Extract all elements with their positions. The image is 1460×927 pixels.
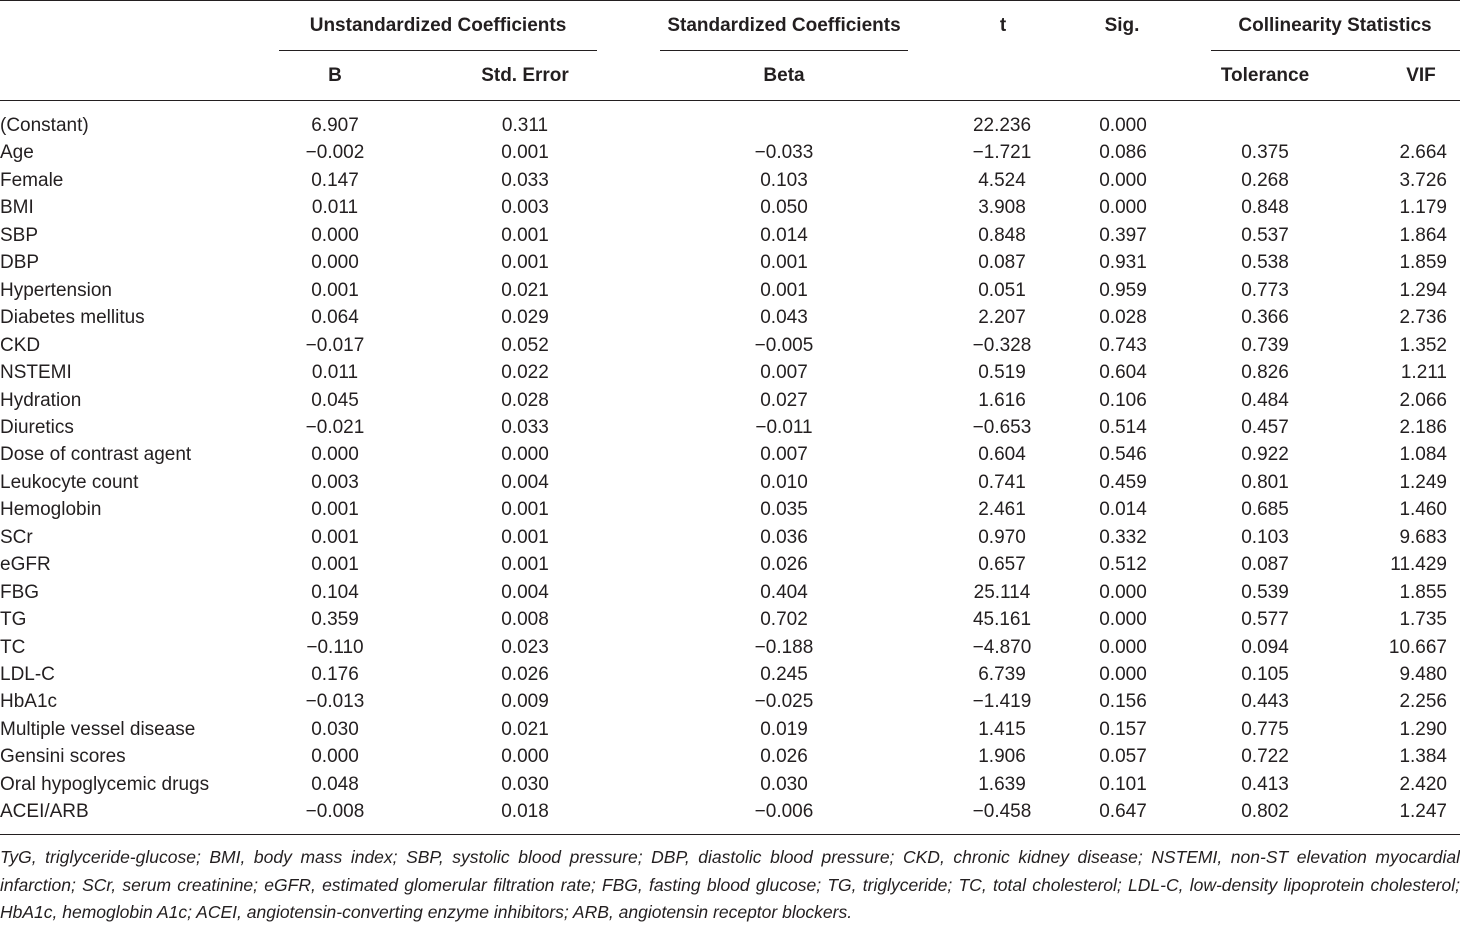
cell-t: 1.616 xyxy=(978,389,1026,411)
cell-b: 0.064 xyxy=(311,307,359,329)
cell-vif: 2.420 xyxy=(1399,773,1447,795)
cell-sig: 0.931 xyxy=(1099,252,1147,274)
cell-b: 0.030 xyxy=(311,718,359,740)
cell-vif: 1.855 xyxy=(1399,581,1447,603)
cell-vif: 1.290 xyxy=(1399,718,1447,740)
cell-t: 0.087 xyxy=(978,252,1026,274)
cell-vif: 1.179 xyxy=(1399,197,1447,219)
cell-tolerance: 0.801 xyxy=(1241,471,1289,493)
cell-std-error: 0.018 xyxy=(501,801,549,823)
cell-vif: 1.247 xyxy=(1399,801,1447,823)
cell-beta: 0.019 xyxy=(760,718,808,740)
cell-sig: 0.157 xyxy=(1099,718,1147,740)
cell-tolerance: 0.722 xyxy=(1241,746,1289,768)
cell-beta: 0.030 xyxy=(760,773,808,795)
row-label: SBP xyxy=(0,224,39,246)
cell-vif: 2.066 xyxy=(1399,389,1447,411)
cell-sig: 0.332 xyxy=(1099,526,1147,548)
cell-b: 0.001 xyxy=(311,499,359,521)
cell-beta: 0.026 xyxy=(760,746,808,768)
cell-std-error: 0.021 xyxy=(501,279,549,301)
cell-tolerance: 0.922 xyxy=(1241,444,1289,466)
row-label: TG xyxy=(0,609,27,631)
row-label: LDL-C xyxy=(0,664,55,685)
header-t: t xyxy=(999,15,1007,36)
cell-sig: 0.086 xyxy=(1099,142,1147,164)
cell-vif: 1.352 xyxy=(1399,334,1447,356)
cell-b: 0.359 xyxy=(311,609,359,631)
cell-b: 0.048 xyxy=(311,773,359,795)
cell-t: 0.604 xyxy=(978,444,1026,466)
cell-b: 0.011 xyxy=(311,362,359,384)
collinearity-group-underline xyxy=(1211,50,1460,51)
cell-b: 6.907 xyxy=(311,115,359,136)
row-label: Gensini scores xyxy=(0,746,126,768)
cell-t: 3.908 xyxy=(978,197,1026,219)
cell-t: −4.870 xyxy=(972,636,1032,658)
cell-std-error: 0.033 xyxy=(501,169,549,191)
cell-std-error: 0.001 xyxy=(501,224,549,246)
cell-beta: 0.702 xyxy=(760,609,808,631)
cell-tolerance: 0.413 xyxy=(1241,773,1289,795)
cell-vif: 2.256 xyxy=(1399,691,1447,713)
cell-b: 0.000 xyxy=(311,224,359,246)
cell-std-error: 0.052 xyxy=(501,334,549,356)
cell-vif: 11.429 xyxy=(1390,554,1447,576)
cell-std-error: 0.001 xyxy=(501,499,549,521)
cell-tolerance: 0.103 xyxy=(1241,526,1289,548)
cell-beta: 0.007 xyxy=(760,362,808,384)
cell-sig: 0.101 xyxy=(1099,773,1147,795)
cell-tolerance: 0.366 xyxy=(1241,307,1289,329)
cell-t: 0.741 xyxy=(978,471,1026,493)
row-label: Female xyxy=(0,169,64,191)
cell-vif: 1.735 xyxy=(1399,609,1447,631)
cell-vif: 1.249 xyxy=(1399,471,1447,493)
cell-b: 0.001 xyxy=(311,554,359,576)
cell-tolerance: 0.826 xyxy=(1241,362,1289,384)
cell-b: 0.045 xyxy=(311,389,359,411)
header-unstandardized-coefficients: Unstandardized Coefficients xyxy=(309,15,567,36)
cell-t: 2.461 xyxy=(978,499,1026,521)
cell-sig: 0.106 xyxy=(1099,389,1147,411)
cell-std-error: 0.030 xyxy=(501,773,549,795)
cell-tolerance: 0.484 xyxy=(1241,389,1289,411)
row-label: (Constant) xyxy=(0,115,89,136)
cell-sig: 0.000 xyxy=(1099,664,1147,685)
cell-tolerance: 0.848 xyxy=(1241,197,1289,219)
cell-std-error: 0.003 xyxy=(501,197,549,219)
cell-sig: 0.000 xyxy=(1099,169,1147,191)
cell-tolerance: 0.268 xyxy=(1241,169,1289,191)
cell-beta: −0.033 xyxy=(754,142,814,164)
cell-t: 6.739 xyxy=(978,664,1026,685)
cell-beta: −0.011 xyxy=(755,416,813,438)
cell-std-error: 0.029 xyxy=(501,307,549,329)
cell-t: 0.657 xyxy=(978,554,1026,576)
row-label: Diuretics xyxy=(0,416,74,438)
cell-b: 0.147 xyxy=(311,169,359,191)
cell-tolerance: 0.105 xyxy=(1241,664,1289,685)
cell-b: 0.176 xyxy=(311,664,359,685)
cell-sig: 0.028 xyxy=(1099,307,1147,329)
cell-t: −0.328 xyxy=(972,334,1032,356)
cell-std-error: 0.004 xyxy=(501,471,549,493)
cell-vif: 1.864 xyxy=(1399,224,1447,246)
unstandardized-group-underline xyxy=(279,50,597,51)
cell-sig: 0.647 xyxy=(1099,801,1147,823)
cell-beta: 0.007 xyxy=(760,444,808,466)
cell-vif: 1.384 xyxy=(1399,746,1447,768)
row-label: ACEI/ARB xyxy=(0,801,89,823)
cell-tolerance: 0.443 xyxy=(1241,691,1289,713)
header-vif: VIF xyxy=(1406,65,1436,86)
header-std-error: Std. Error xyxy=(481,65,569,86)
row-label: DBP xyxy=(0,252,40,274)
cell-std-error: 0.026 xyxy=(501,664,549,685)
row-label: NSTEMI xyxy=(0,362,72,384)
header-bottom-rule xyxy=(0,100,1460,101)
cell-t: −1.419 xyxy=(972,691,1032,713)
cell-beta: 0.001 xyxy=(760,279,808,301)
cell-std-error: 0.033 xyxy=(501,416,549,438)
row-label: FBG xyxy=(0,581,40,603)
cell-beta: −0.005 xyxy=(754,334,814,356)
cell-beta: 0.050 xyxy=(760,197,808,219)
cell-t: −1.721 xyxy=(972,142,1032,164)
cell-std-error: 0.004 xyxy=(501,581,549,603)
header-b: B xyxy=(328,65,342,86)
cell-b: −0.017 xyxy=(305,334,365,356)
table-footnote: TyG, triglyceride-glucose; BMI, body mass index; SBP, systolic blood pressure; DBP, diastolic blood pressure; CKD, chronic kidney disease; NSTEMI, non-ST elevation myocardial infarction; SCr, serum creatinine; eGFR, estimated glomerular filtration rate; FBG, fasting blood glucose; TG, triglyceride; TC, total cholesterol; LDL-C, low-density lipoprotein cholesterol; HbA1c, hemoglobin A1c; ACEI, angiotensin-converting enzyme inhibitors; ARB, angiotensin receptor blockers. xyxy=(0,847,1460,922)
cell-vif: 2.664 xyxy=(1399,142,1447,164)
row-label: Hypertension xyxy=(0,279,112,301)
row-label: Age xyxy=(0,142,34,164)
cell-beta: 0.035 xyxy=(760,499,808,521)
cell-sig: 0.546 xyxy=(1099,444,1147,466)
cell-std-error: 0.001 xyxy=(501,252,549,274)
row-label: eGFR xyxy=(0,554,51,576)
cell-b: 0.000 xyxy=(311,252,359,274)
row-label: HbA1c xyxy=(0,691,58,713)
header-tolerance: Tolerance xyxy=(1220,65,1310,86)
cell-t: 25.114 xyxy=(973,581,1031,603)
row-label: Oral hypoglycemic drugs xyxy=(0,773,210,795)
cell-sig: 0.000 xyxy=(1099,115,1147,136)
table-top-rule xyxy=(0,0,1460,1)
cell-sig: 0.514 xyxy=(1099,416,1147,438)
cell-t: 0.051 xyxy=(978,279,1026,301)
cell-vif: 10.667 xyxy=(1388,636,1447,658)
cell-tolerance: 0.375 xyxy=(1241,142,1289,164)
cell-tolerance: 0.775 xyxy=(1241,718,1289,740)
cell-std-error: 0.021 xyxy=(501,718,549,740)
cell-vif: 2.186 xyxy=(1399,416,1447,438)
cell-t: 1.415 xyxy=(978,718,1026,740)
cell-sig: 0.604 xyxy=(1099,362,1147,384)
row-label: Diabetes mellitus xyxy=(0,307,145,329)
cell-std-error: 0.311 xyxy=(501,115,549,136)
cell-tolerance: 0.577 xyxy=(1241,609,1289,631)
cell-t: 0.848 xyxy=(978,224,1026,246)
cell-vif: 9.480 xyxy=(1399,664,1447,685)
cell-beta: 0.026 xyxy=(760,554,808,576)
cell-vif: 1.084 xyxy=(1399,444,1447,466)
cell-beta: 0.014 xyxy=(760,224,808,246)
row-label: Multiple vessel disease xyxy=(0,718,196,740)
cell-t: −0.458 xyxy=(972,801,1032,823)
header-sig: Sig. xyxy=(1104,15,1140,36)
cell-sig: 0.057 xyxy=(1099,746,1147,768)
cell-std-error: 0.001 xyxy=(501,554,549,576)
header-standardized-coefficients: Standardized Coefficients xyxy=(667,15,901,36)
cell-vif: 1.211 xyxy=(1400,362,1447,384)
cell-beta: 0.245 xyxy=(760,664,808,685)
cell-beta: −0.025 xyxy=(754,691,814,713)
cell-b: 0.104 xyxy=(311,581,359,603)
cell-t: 0.970 xyxy=(978,526,1026,548)
cell-std-error: 0.000 xyxy=(501,746,549,768)
header-collinearity-statistics: Collinearity Statistics xyxy=(1238,15,1432,36)
cell-sig: 0.743 xyxy=(1099,334,1147,356)
cell-std-error: 0.028 xyxy=(501,389,549,411)
cell-beta: 0.103 xyxy=(760,169,808,191)
cell-t: −0.653 xyxy=(972,416,1032,438)
cell-std-error: 0.001 xyxy=(501,142,549,164)
cell-std-error: 0.001 xyxy=(501,526,549,548)
cell-vif: 2.736 xyxy=(1399,307,1447,329)
cell-tolerance: 0.538 xyxy=(1241,252,1289,274)
standardized-group-underline xyxy=(660,50,908,51)
cell-beta: 0.043 xyxy=(760,307,808,329)
cell-b: −0.002 xyxy=(305,142,365,164)
row-label: BMI xyxy=(0,197,34,219)
cell-sig: 0.156 xyxy=(1099,691,1147,713)
cell-tolerance: 0.773 xyxy=(1241,279,1289,301)
cell-tolerance: 0.537 xyxy=(1241,224,1289,246)
row-label: CKD xyxy=(0,334,41,356)
cell-std-error: 0.008 xyxy=(501,609,549,631)
cell-sig: 0.512 xyxy=(1099,554,1147,576)
row-label: TC xyxy=(0,636,26,658)
cell-tolerance: 0.739 xyxy=(1241,334,1289,356)
cell-sig: 0.000 xyxy=(1099,197,1147,219)
cell-b: −0.021 xyxy=(305,416,365,438)
row-label: Leukocyte count xyxy=(0,471,139,493)
cell-sig: 0.000 xyxy=(1099,581,1147,603)
cell-b: 0.000 xyxy=(311,746,359,768)
cell-vif: 1.460 xyxy=(1399,499,1447,521)
cell-tolerance: 0.094 xyxy=(1241,636,1289,658)
cell-std-error: 0.022 xyxy=(501,362,549,384)
cell-t: 45.161 xyxy=(972,609,1032,631)
cell-tolerance: 0.087 xyxy=(1241,554,1289,576)
row-label: Hydration xyxy=(0,389,82,411)
cell-b: −0.110 xyxy=(306,636,364,658)
row-label: Hemoglobin xyxy=(0,499,102,521)
cell-vif: 3.726 xyxy=(1399,169,1447,191)
header-beta: Beta xyxy=(763,65,805,86)
cell-tolerance: 0.802 xyxy=(1241,801,1289,823)
cell-b: 0.011 xyxy=(311,197,359,219)
row-label: Dose of contrast agent xyxy=(0,444,192,466)
row-label: SCr xyxy=(0,526,33,548)
cell-t: 1.906 xyxy=(978,746,1026,768)
cell-t: 4.524 xyxy=(978,169,1026,191)
cell-std-error: 0.000 xyxy=(501,444,549,466)
cell-t: 2.207 xyxy=(978,307,1026,329)
cell-b: 0.001 xyxy=(311,279,359,301)
cell-sig: 0.459 xyxy=(1099,471,1147,493)
cell-beta: −0.188 xyxy=(754,636,814,658)
table-bottom-rule xyxy=(0,834,1460,835)
cell-beta: 0.001 xyxy=(760,252,808,274)
cell-std-error: 0.009 xyxy=(501,691,549,713)
cell-t: 1.639 xyxy=(978,773,1026,795)
cell-vif: 9.683 xyxy=(1399,526,1447,548)
cell-sig: 0.397 xyxy=(1099,224,1147,246)
cell-beta: 0.036 xyxy=(760,526,808,548)
cell-std-error: 0.023 xyxy=(501,636,549,658)
cell-b: 0.003 xyxy=(311,471,359,493)
cell-b: −0.008 xyxy=(305,801,365,823)
cell-b: 0.000 xyxy=(311,444,359,466)
cell-beta: −0.006 xyxy=(754,801,814,823)
cell-tolerance: 0.457 xyxy=(1241,416,1289,438)
cell-sig: 0.959 xyxy=(1099,279,1147,301)
cell-tolerance: 0.685 xyxy=(1241,499,1289,521)
cell-sig: 0.014 xyxy=(1099,499,1147,521)
cell-sig: 0.000 xyxy=(1099,636,1147,658)
cell-b: 0.001 xyxy=(311,526,359,548)
cell-vif: 1.294 xyxy=(1399,279,1447,301)
cell-t: 22.236 xyxy=(972,115,1032,136)
cell-tolerance: 0.539 xyxy=(1241,581,1289,603)
cell-sig: 0.000 xyxy=(1099,609,1147,631)
cell-beta: 0.027 xyxy=(760,389,808,411)
cell-beta: 0.404 xyxy=(760,581,808,603)
cell-beta: 0.010 xyxy=(760,471,808,493)
cell-t: 0.519 xyxy=(978,362,1026,384)
cell-vif: 1.859 xyxy=(1399,252,1447,274)
cell-b: −0.013 xyxy=(305,691,365,713)
